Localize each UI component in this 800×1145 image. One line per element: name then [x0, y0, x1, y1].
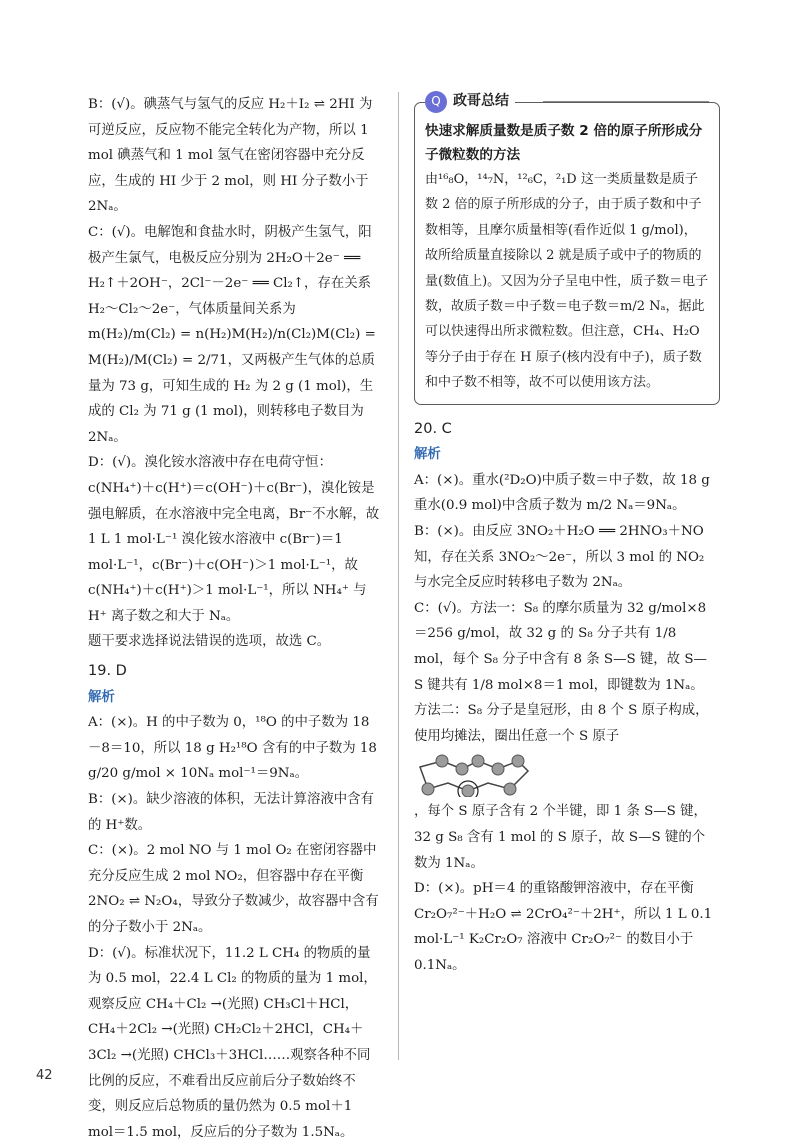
s8-crown-diagram [414, 753, 534, 797]
answer-19-b: B：(×)。缺少溶液的体积，无法计算溶液中含有的 H⁺数。 [88, 792, 374, 833]
answer-20-method2-continued: ，每个 S 原子含有 2 个半键，即 1 条 S—S 键，32 g S₈ 含有 1 mol 的 S 原子，故 S—S 键的个数为 1Nₐ。 [414, 804, 707, 871]
question-19-number: 19. D [88, 663, 127, 680]
s-atom [462, 785, 474, 797]
s-atom [472, 755, 484, 767]
answer-19-c: C：(×)。2 mol NO 与 1 mol O₂ 在密闭容器中充分反应生成 2 mol NO₂，但容器中存在平衡 2NO₂ ⇌ N₂O₄，导致分子数减少，故容器中含有的分子数小于 2Nₐ。 [88, 843, 379, 935]
summary-header [425, 89, 515, 115]
summary-box [414, 93, 720, 405]
answer-20-d: D：(×)。pH＝4 的重铬酸钾溶液中，存在平衡 Cr₂O₇²⁻＋H₂O ⇌ 2CrO₄²⁻＋2H⁺，所以 1 L 0.1 mol·L⁻¹ K₂Cr₂O₇ 溶液中 Cr₂O₇²⁻ 的数目小于 0.1Nₐ。 [414, 881, 713, 973]
page-number: 42 [36, 1068, 53, 1083]
answer-20-c: C：(√)。方法一：S₈ 的摩尔质量为 32 g/mol×8＝256 g/mol，故 32 g 的 S₈ 分子共有 1/8 mol，每个 S₈ 分子中含有 8 条 S—S 键，故 S—S 键共有 1/8 mol×8＝1 mol，即键数为 1Nₐ。 [414, 600, 707, 693]
question-19-analysis-label: 解析 [88, 689, 115, 705]
answer-18-c: C：(√)。电解饱和食盐水时，阴极产生氢气，阳极产生氯气，电极反应分别为 2H₂O＋2e⁻ ══ H₂↑＋2OH⁻，2Cl⁻－2e⁻ ══ Cl₂↑，存在关系 H₂～Cl₂～2e⁻，气体质量间关系为 m(H₂)/m(Cl₂) = n(H₂)M(H₂)/n(Cl₂)M(Cl₂) = M(H₂)/M(Cl₂) = 2/71，又两极产生气体的总质量为 73 g，可知生成的 H₂ 为 2 g (1 mol)，生成的 Cl₂ 为 71 g (1 mol)，则转移电子数目为 2Nₐ。 [88, 224, 376, 445]
answer-18-conclusion: 题干要求选择说法错误的选项，故选 C。 [88, 634, 331, 650]
answer-20-a: A：(×)。重水(²D₂O)中质子数＝中子数，故 18 g 重水(0.9 mol)中含质子数为 m/2 Nₐ＝9Nₐ。 [414, 472, 710, 514]
question-20-number: 20. C [414, 420, 452, 437]
s-atom [456, 763, 468, 775]
answer-19-d: D：(√)。标准状况下，11.2 L CH₄ 的物质的量为 0.5 mol，22.4 L Cl₂ 的物质的量为 1 mol，观察反应 CH₄＋Cl₂ →(光照) CH₃Cl＋HCl，CH₄＋2Cl₂ →(光照) CH₂Cl₂＋2HCl，CH₄＋3Cl₂ →(光照) CHCl₃＋3HCl……观察各种不同比例的反应，不难看出反应前后分子数始终不变，则反应后总物质的量仍然为 0.5 mol＋1 mol＝1.5 mol，反应后的分子数为 1.5Nₐ。 [88, 945, 377, 1140]
s-atom [436, 755, 448, 767]
right-column [414, 92, 714, 979]
answer-19-a: A：(×)。H 的中子数为 0，¹⁸O 的中子数为 18－8＝10，所以 18 g H₂¹⁸O 含有的中子数为 18 g/20 g/mol × 10Nₐ mol⁻¹＝9Nₐ。 [88, 715, 377, 782]
s-atom [512, 755, 524, 767]
summary-body: 由¹⁶₈O，¹⁴₇N，¹²₆C，²₁D 这一类质量数是质子数 2 倍的原子所形成的分子，由于质子数和中子数相等，且摩尔质量相等(看作近似 1 g/mol)，故所给质量直接除以 2 就是质子或中子的物质的量(数值上)。又因为分子呈电中性，质子数＝电子数，故质子数＝中子数＝电子数＝m/2 Nₐ，据此可以快速得出所求微粒数。但注意，CH₄、H₂O 等分子由于存在 H 原子(核内没有中子)，质子数和中子数不相等，故不可以使用该方法。 [425, 172, 709, 391]
summary-subtitle: 快速求解质量数是质子数 2 倍的原子所形成分子微粒数的方法 [425, 123, 703, 163]
left-column [88, 92, 380, 1145]
summary-title: 政哥总结 [453, 93, 509, 109]
answer-18-d: D：(√)。溴化铵水溶液中存在电荷守恒：c(NH₄⁺)＋c(H⁺)＝c(OH⁻)＋c(Br⁻)，溴化铵是强电解质，在水溶液中完全电离，Br⁻不水解，故 1 L 1 mol·L⁻¹ 溴化铵水溶液中 c(Br⁻)＝1 mol·L⁻¹，c(Br⁻)＋c(OH⁻)＞1 mol·L⁻¹，故 c(NH₄⁺)＋c(H⁺)＞1 mol·L⁻¹，所以 NH₄⁺ 与 H⁺ 离子数之和大于 Nₐ。 [88, 455, 380, 624]
summary-icon: Q [425, 91, 447, 113]
s-atom [492, 763, 504, 775]
s-atom [504, 783, 516, 795]
answer-20-method2: 方法二：S₈ 分子是皇冠形，由 8 个 S 原子构成，使用均摊法，圈出任意一个 S 原子 [414, 703, 709, 744]
answer-18-b: B：(√)。碘蒸气与氢气的反应 H₂＋I₂ ⇌ 2HI 为可逆反应，反应物不能完全转化为产物，所以 1 mol 碘蒸气和 1 mol 氢气在密闭容器中充分反应，生成的 HI 少于 2 mol，则 HI 分子数小于 2Nₐ。 [88, 97, 373, 215]
summary-header-rule [543, 101, 709, 102]
answer-20-b: B：(×)。由反应 3NO₂＋H₂O ══ 2HNO₃＋NO 知，存在关系 3NO₂～2e⁻，所以 3 mol 的 NO₂ 与水完全反应时转移电子数为 2Nₐ。 [414, 524, 705, 591]
column-divider [398, 92, 399, 1060]
s-atom [422, 783, 434, 795]
question-20-analysis-label: 解析 [414, 447, 441, 463]
